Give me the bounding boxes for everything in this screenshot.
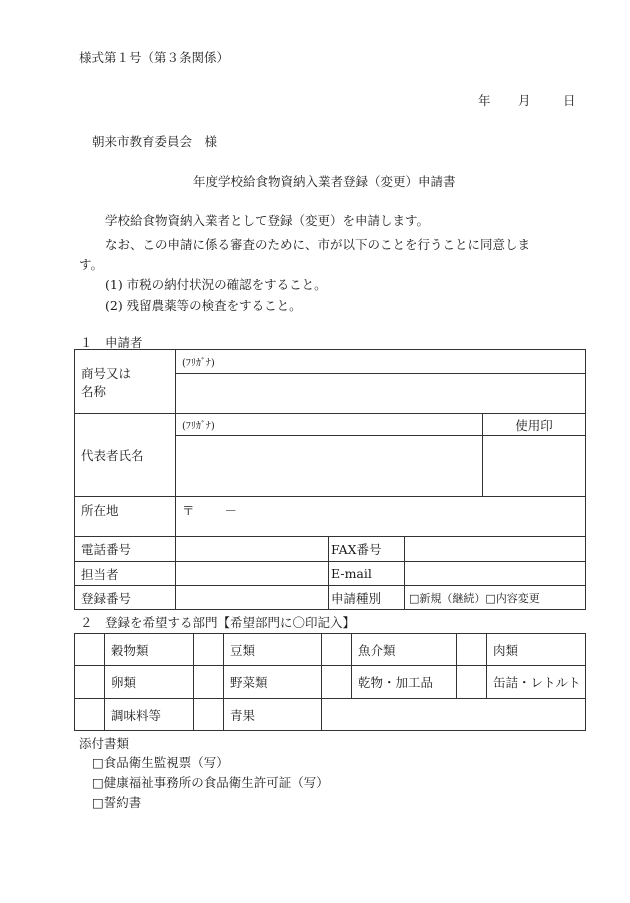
category-empty-cell: [322, 699, 586, 731]
category-label: 肉類: [487, 634, 586, 666]
seal-box[interactable]: [483, 436, 586, 497]
category-label: 調味料等: [105, 699, 194, 731]
phone-label: 電話番号: [75, 537, 176, 562]
consent-item-2: (2) 残留農薬等の検査をすること。: [105, 298, 302, 313]
category-mark-cell[interactable]: [194, 666, 224, 699]
fax-label: FAX番号: [329, 537, 405, 562]
category-mark-cell[interactable]: [194, 634, 224, 666]
reg-no-label: 登録番号: [75, 586, 176, 610]
phone-field[interactable]: [176, 537, 329, 562]
reg-no-field[interactable]: [176, 586, 329, 610]
consent-item-1: (1) 市税の納付状況の確認をすること。: [105, 277, 327, 292]
category-mark-cell[interactable]: [75, 634, 105, 666]
section-2-heading: ２ 登録を希望する部門【希望部門に〇印記入】: [80, 615, 356, 630]
section-1-heading: １ 申請者: [80, 335, 143, 350]
fax-field[interactable]: [405, 537, 586, 562]
category-label: 豆類: [224, 634, 322, 666]
category-label: 卵類: [105, 666, 194, 699]
email-field[interactable]: [405, 562, 586, 586]
addressee: 朝来市教育委員会 様: [92, 134, 218, 149]
attachments-heading: 添付書類: [79, 736, 130, 751]
email-label: E-mail: [329, 562, 405, 586]
postal-mark: 〒: [182, 503, 195, 518]
attachment-item[interactable]: □健康福祉事務所の食品衛生許可証（写）: [92, 775, 329, 790]
date-year: 年: [478, 93, 491, 108]
postal-dash: －: [224, 503, 238, 518]
category-label: 青果: [224, 699, 322, 731]
category-mark-cell[interactable]: [75, 699, 105, 731]
attachment-item[interactable]: □食品衛生監視票（写）: [92, 755, 229, 770]
category-mark-cell[interactable]: [322, 666, 352, 699]
rep-name-label: 代表者氏名: [75, 414, 176, 497]
business-name-field[interactable]: [176, 374, 586, 414]
date-line: [478, 91, 576, 109]
applicant-table: [74, 349, 586, 610]
category-mark-cell[interactable]: [457, 634, 487, 666]
app-type-options[interactable]: □新規（継続）□内容変更: [405, 586, 586, 610]
body-line-2-cont: す。: [79, 257, 104, 272]
category-label: 野菜類: [224, 666, 322, 699]
app-type-label: 申請種別: [329, 586, 405, 610]
rep-name-field[interactable]: [176, 436, 483, 497]
seal-label: 使用印: [483, 414, 586, 436]
date-day: 日: [563, 93, 576, 108]
contact-field[interactable]: [176, 562, 329, 586]
category-mark-cell[interactable]: [322, 634, 352, 666]
category-label: 缶詰・レトルト: [487, 666, 586, 699]
category-mark-cell[interactable]: [457, 666, 487, 699]
category-label: 魚介類: [352, 634, 457, 666]
business-name-furigana[interactable]: (ﾌﾘｶﾞﾅ): [176, 350, 586, 374]
category-table: [74, 633, 586, 731]
body-line-1: 学校給食物資納入業者として登録（変更）を申請します。: [105, 213, 430, 228]
address-label: 所在地: [75, 497, 176, 537]
category-mark-cell[interactable]: [194, 699, 224, 731]
category-mark-cell[interactable]: [75, 666, 105, 699]
document-title: 年度学校給食物資納入業者登録（変更）申請書: [193, 174, 456, 189]
category-label: 穀物類: [105, 634, 194, 666]
contact-label: 担当者: [75, 562, 176, 586]
address-field[interactable]: [176, 497, 586, 537]
attachment-item[interactable]: □誓約書: [92, 795, 142, 810]
form-number: 様式第１号（第３条関係）: [79, 50, 230, 65]
category-label: 乾物・加工品: [352, 666, 457, 699]
body-line-2: なお、この申請に係る審査のために、市が以下のことを行うことに同意しま: [105, 237, 531, 252]
business-name-label: 商号又は 名称: [75, 350, 176, 414]
rep-name-furigana[interactable]: (ﾌﾘｶﾞﾅ): [176, 414, 483, 436]
date-month: 月: [518, 93, 531, 108]
